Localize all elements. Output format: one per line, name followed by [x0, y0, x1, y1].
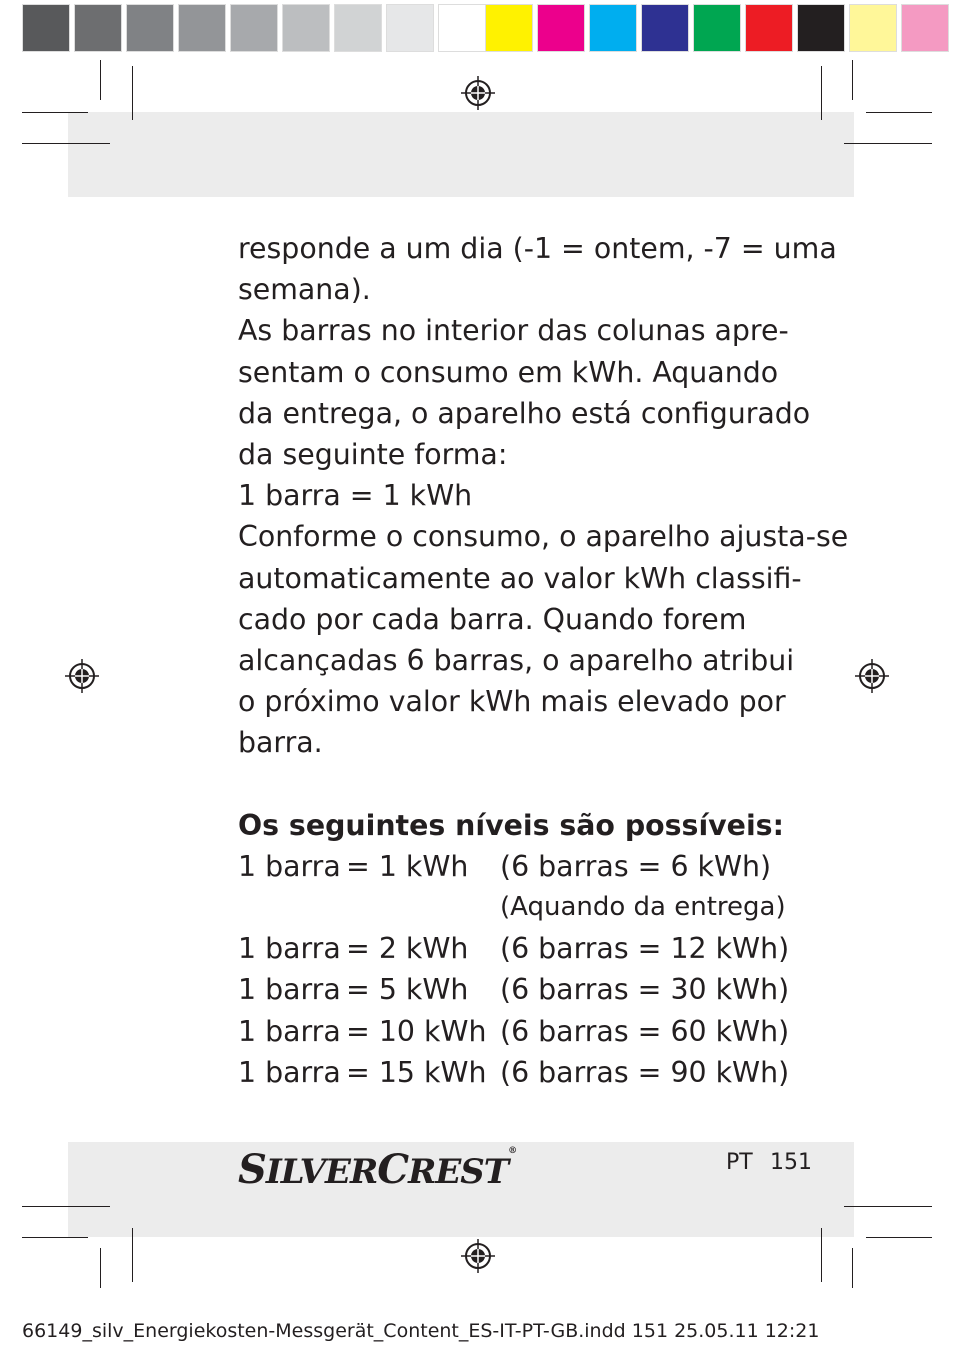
color-swatch	[178, 4, 226, 52]
registration-mark-right	[855, 659, 889, 693]
page-language: PT	[726, 1150, 753, 1175]
body-line: Conforme o consumo, o aparelho ajusta-se	[238, 520, 849, 554]
level-value: = 10 kWh	[346, 1014, 487, 1048]
level-value: = 15 kWh	[346, 1055, 487, 1089]
level-label: 1 barra	[238, 932, 341, 966]
body-line: cado por cada barra. Quando forem	[238, 602, 747, 636]
level-total: (6 barras = 90 kWh)	[500, 1055, 790, 1089]
registration-mark-top	[461, 76, 495, 110]
body-line: 1 barra = 1 kWh	[238, 479, 473, 513]
color-swatch	[537, 4, 585, 52]
registration-mark-bottom	[461, 1239, 495, 1273]
color-swatch	[22, 4, 70, 52]
color-bar	[485, 4, 953, 52]
body-line: As barras no interior das colunas apre-	[238, 314, 789, 348]
level-row	[238, 1011, 798, 1052]
body-line: o próximo valor kWh mais elevado por	[238, 685, 786, 719]
color-swatch	[386, 4, 434, 52]
level-label: 1 barra	[238, 849, 341, 883]
body-line: semana).	[238, 273, 371, 307]
color-swatch	[589, 4, 637, 52]
color-swatch	[74, 4, 122, 52]
body-line: responde a um dia (-1 = ontem, -7 = uma	[238, 232, 837, 265]
levels-heading: Os seguintes níveis são possíveis:	[238, 808, 784, 842]
print-slug: 66149_silv_Energiekosten-Messgerät_Content_ES-IT-PT-GB.indd 151 25.05.11 12:21	[22, 1320, 820, 1342]
body-line: sentam o consumo em kWh. Aquando	[238, 355, 779, 389]
color-swatch	[485, 4, 533, 52]
body-line: da seguinte forma:	[238, 438, 508, 472]
level-label: 1 barra	[238, 1014, 341, 1048]
color-swatch	[797, 4, 845, 52]
registration-mark-left	[65, 659, 99, 693]
header-panel	[68, 112, 854, 197]
level-label: 1 barra	[238, 1055, 341, 1089]
color-swatch	[438, 4, 486, 52]
color-swatch	[901, 4, 949, 52]
color-swatch	[641, 4, 689, 52]
level-value: = 1 kWh	[346, 849, 469, 883]
body-line: barra.	[238, 726, 323, 760]
level-total: (6 barras = 12 kWh)	[500, 932, 790, 966]
level-row	[238, 969, 798, 1010]
level-row	[238, 1052, 798, 1093]
body-line: alcançadas 6 barras, o aparelho atribui	[238, 644, 795, 678]
level-total: (6 barras = 60 kWh)	[500, 1014, 790, 1048]
level-label: 1 barra	[238, 973, 341, 1007]
color-swatch	[334, 4, 382, 52]
body-line: automaticamente ao valor kWh classifi-	[238, 561, 802, 595]
level-total: (6 barras = 30 kWh)	[500, 973, 790, 1007]
color-swatch	[745, 4, 793, 52]
body-line: da entrega, o aparelho está configurado	[238, 396, 811, 430]
page-number: 151	[770, 1150, 812, 1175]
color-swatch	[849, 4, 897, 52]
color-swatch	[230, 4, 278, 52]
level-row	[238, 846, 798, 887]
level-value: = 5 kWh	[346, 973, 469, 1007]
color-swatch	[693, 4, 741, 52]
grayscale-bar	[22, 4, 490, 52]
color-swatch	[126, 4, 174, 52]
level-row	[238, 928, 798, 969]
level-total: (6 barras = 6 kWh)	[500, 849, 772, 883]
body-text	[238, 228, 849, 1093]
level-note: (Aquando da entrega)	[500, 892, 786, 923]
color-swatch	[282, 4, 330, 52]
level-value: = 2 kWh	[346, 932, 469, 966]
silvercrest-logo: SILVERCREST®	[238, 1146, 517, 1193]
